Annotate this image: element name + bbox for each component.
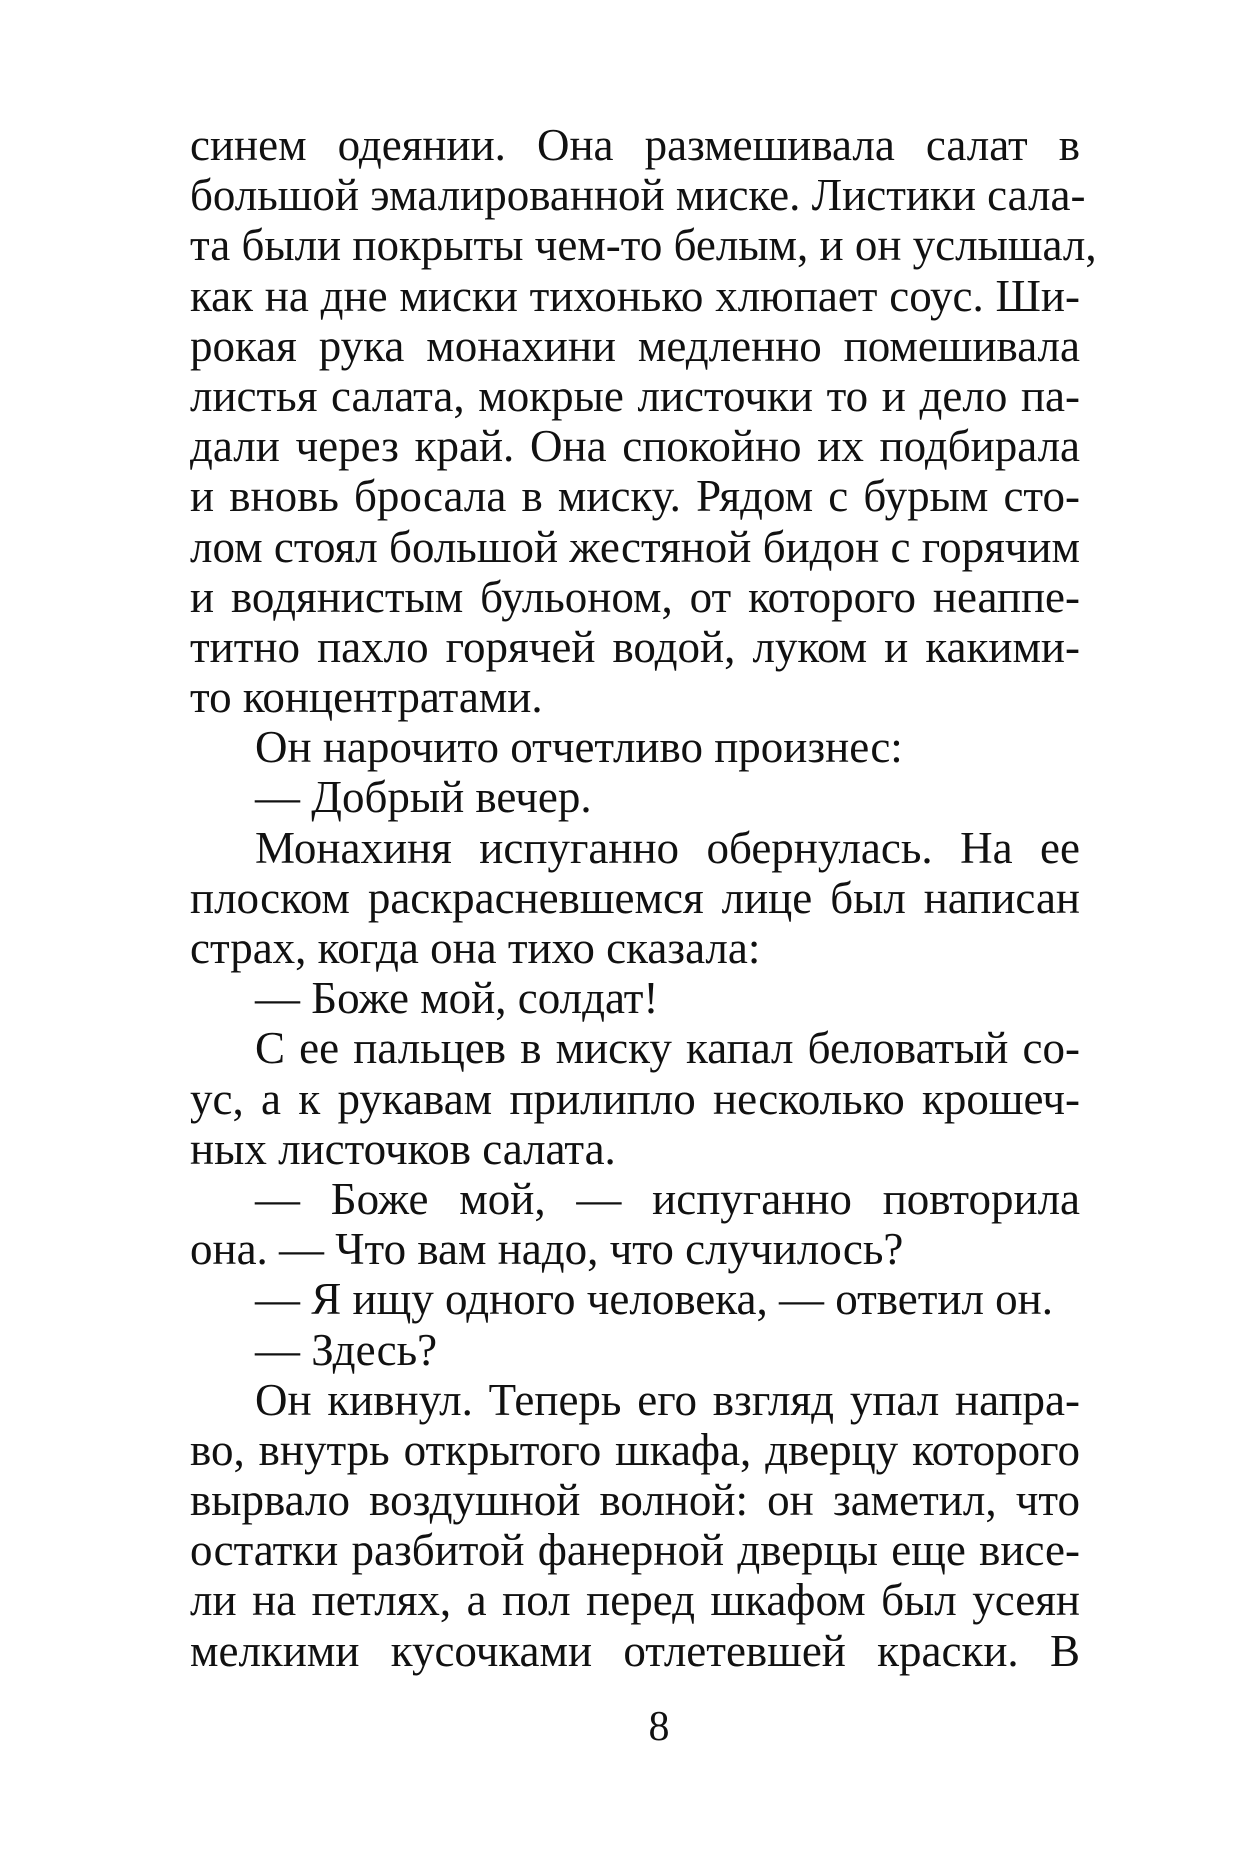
text-line: и вновь бросала в миску. Рядом с бурым сто- [190,471,1080,522]
text-line: и водянистым бульоном, от которого неаппе- [190,571,1080,622]
text-line: то концентратами. [190,672,543,723]
page-number: 8 [648,1704,670,1750]
paragraph [190,823,1080,974]
paragraph [190,1274,1080,1324]
text-line: большой эмалированной миске. Листики сала- [190,170,1086,221]
text-line: С ее пальцев в миску капал беловатый со- [255,1023,1080,1074]
text-line: мелкими кусочками отлетевшей краски. В [190,1625,1080,1676]
page-body [190,120,1097,1676]
text-line: она. — Что вам надо, что случилось? [190,1224,904,1275]
text-line: листья салата, мокрые листочки то и дело па- [190,370,1080,421]
text-line: дали через край. Она спокойно их подбирала [190,421,1080,472]
text-line: — Боже мой, солдат! [255,973,659,1024]
text-line: страх, когда она тихо сказала: [190,923,761,973]
text-line: плоском раскрасневшемся лице был написан [190,872,1080,923]
paragraph [190,120,1097,723]
text-line: остатки разбитой фанерной дверцы еще висе- [190,1525,1080,1576]
text-line: лом стоял большой жестяной бидон с горячим [190,521,1080,572]
text-line: Он кивнул. Теперь его взгляд упал напра- [255,1374,1080,1425]
paragraph [190,772,1080,822]
text-line: — Боже мой, — испуганно повторила [255,1173,1080,1224]
text-line: — Я ищу одного человека, — ответил он. [255,1274,1054,1325]
paragraph [190,1023,1080,1174]
text-line: Он нарочито отчетливо произнес: [255,722,903,773]
text-line: рокая рука монахини медленно помешивала [190,320,1080,371]
text-line: вырвало воздушной волной: он заметил, что [190,1475,1080,1526]
text-line: — Здесь? [255,1324,438,1375]
text-line: — Добрый вечер. [255,772,592,823]
text-line: Монахиня испуганно обернулась. На ее [255,822,1080,873]
paragraph [190,1174,1080,1274]
text-line: титно пахло горячей водой, луком и какими- [190,621,1080,672]
text-line: та были покрыты чем-то белым, и он услышал, [190,220,1097,271]
paragraph [190,973,1080,1023]
text-line: синем одеянии. Она размешивала салат в [190,120,1080,170]
text-line: во, внутрь открытого шкафа, дверцу которого [190,1424,1080,1475]
text-line: ных листочков салата. [190,1123,616,1174]
text-line: как на дне миски тихонько хлюпает соус. Ши- [190,270,1080,321]
text-line: ли на петлях, а пол перед шкафом был усеян [190,1575,1080,1626]
paragraph [190,1375,1080,1676]
paragraph [190,1325,1080,1375]
text-line: ус, а к рукавам прилипло несколько крошеч- [190,1073,1080,1124]
paragraph [190,722,1080,772]
